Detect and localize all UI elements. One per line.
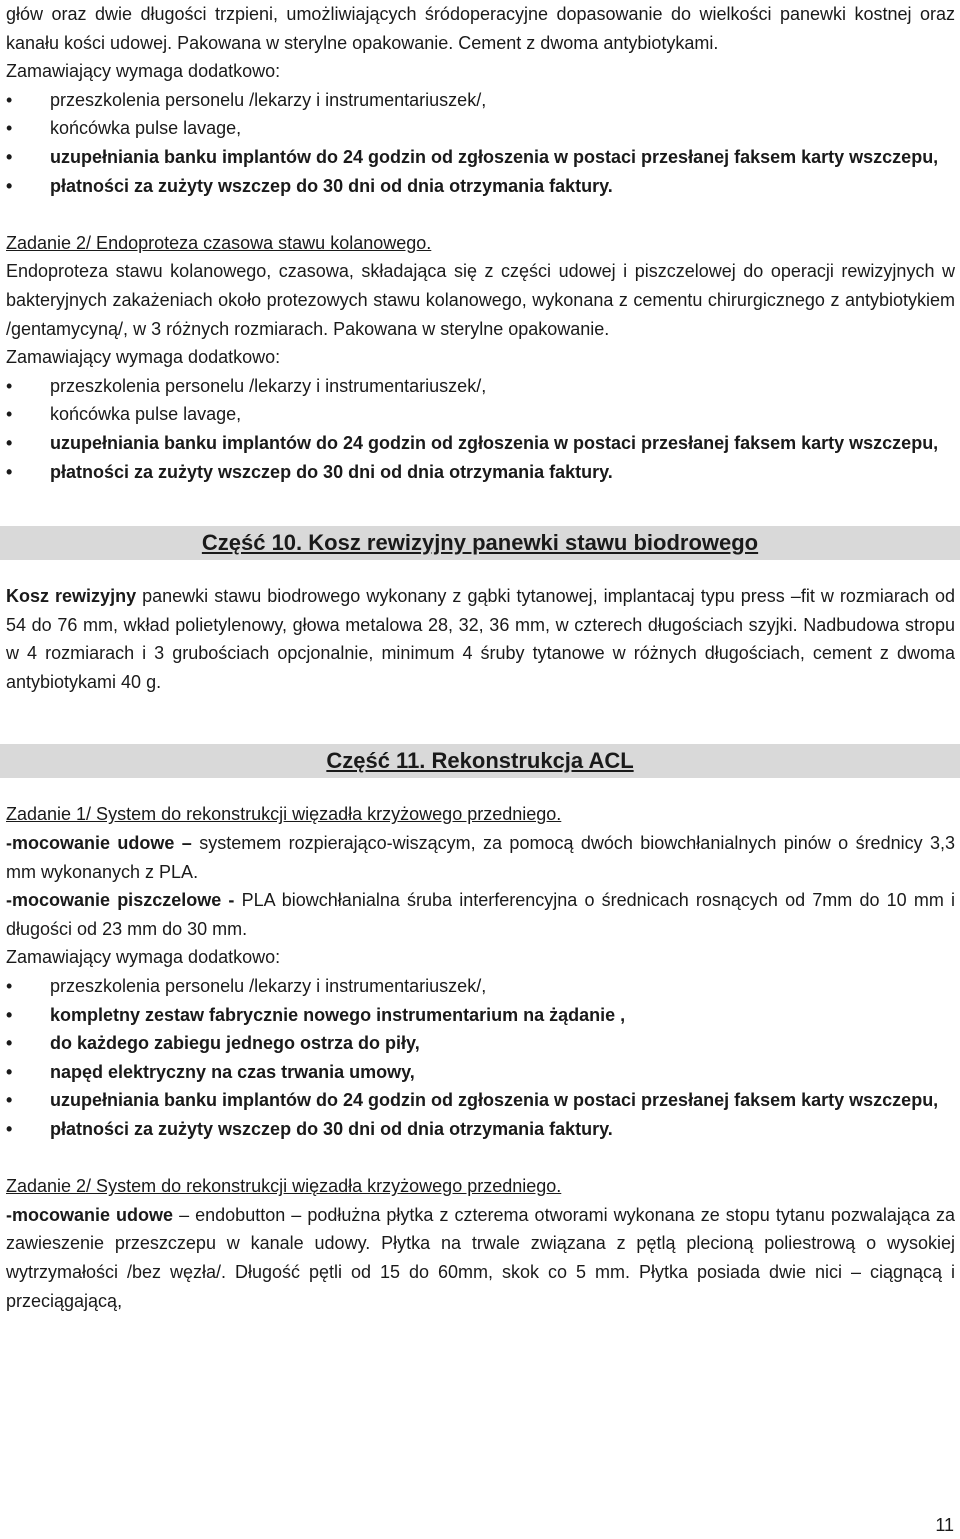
page-number: 11	[935, 1515, 954, 1535]
intro-paragraph: głów oraz dwie długości trzpieni, umożliwiających śródoperacyjne dopasowanie do wielkości panewki kostnej oraz kanału kości udowej. Pakowana w sterylne opakowanie. Cement z dwoma antybiotykami.	[6, 4, 955, 53]
task2-femoral-text: – endobutton – podłużna płytka z czterema otworami wykonana ze stopu tytanu pozwalająca za zawieszenie przeszczepu w kanale udowy. Płytka na trwale związana z pętlą plecioną poliestrową o wysokiej wytrzymałości /bez węzła/. Długość pętli od 15 do 60mm, skok co 5 mm. Płytka posiada dwie nici – ciągnącą i przeciągającą,	[6, 1204, 955, 1311]
femoral-fixation	[6, 829, 955, 886]
part11-title: Część 11. Rekonstrukcja ACL	[0, 744, 960, 778]
part10-body	[6, 582, 955, 696]
list-item: • końcówka pulse lavage,	[6, 400, 955, 429]
list-item: • uzupełniania banku implantów do 24 godzin od zgłoszenia w postaci przesłanej faksem karty wszczepu,	[6, 143, 955, 172]
requirements-list-2	[6, 372, 955, 486]
tibial-fixation	[6, 886, 955, 943]
list-item: • uzupełniania banku implantów do 24 godzin od zgłoszenia w postaci przesłanej faksem karty wszczepu,	[6, 429, 955, 458]
list-item: • przeszkolenia personelu /lekarzy i instrumentariuszek/,	[6, 972, 955, 1001]
part10-title: Część 10. Kosz rewizyjny panewki stawu biodrowego	[0, 526, 960, 560]
part11-task2-heading: Zadanie 2/ System do rekonstrukcji więzadła krzyżowego przedniego.	[6, 1176, 562, 1197]
requirements-list-3	[6, 972, 955, 1144]
list-item: • napęd elektryczny na czas trwania umowy,	[6, 1058, 955, 1087]
requirements-heading: Zamawiający wymaga dodatkowo:	[6, 347, 281, 368]
document-page	[6, 0, 955, 1315]
list-item: • do każdego zabiegu jednego ostrza do piły,	[6, 1029, 955, 1058]
part10-body-lead: Kosz rewizyjny	[6, 586, 137, 607]
part10-body-text: panewki stawu biodrowego wykonany z gąbki tytanowej, implantacaj typu press –fit w rozmiarach od 54 do 76 mm, wkład polietylenowy, głowa metalowa 28, 32, 36 mm, w czterech długościach szyjki. Nadbudowa stropu w 4 rozmiarach i 3 grubościach opcjonalnie, minimum 4 śruby tytanowe w różnych długościach, cement z dwoma antybiotykami 40 g.	[6, 586, 955, 692]
task2-femoral-fixation	[6, 1201, 955, 1315]
task2-body: Endoproteza stawu kolanowego, czasowa, składająca się z części udowej i piszczelowej do operacji rewizyjnych w bakteryjnych zakażeniach około protezowych stawu kolanowego, wykonana z cementu chirurgicznego z antybiotykiem /gentamycyną/, w 3 różnych rozmiarach. Pakowana w sterylne opakowanie.	[6, 261, 955, 339]
requirements-heading: Zamawiający wymaga dodatkowo:	[6, 61, 281, 82]
task2-femoral-label: -mocowanie udowe	[6, 1204, 174, 1225]
requirements-list-1	[6, 86, 955, 200]
list-item: • płatności za zużyty wszczep do 30 dni od dnia otrzymania faktury.	[6, 172, 955, 201]
list-item: • uzupełniania banku implantów do 24 godzin od zgłoszenia w postaci przesłanej faksem karty wszczepu,	[6, 1086, 955, 1115]
list-item: • przeszkolenia personelu /lekarzy i instrumentariuszek/,	[6, 86, 955, 115]
requirements-heading: Zamawiający wymaga dodatkowo:	[6, 947, 281, 968]
list-item: • końcówka pulse lavage,	[6, 114, 955, 143]
list-item: • płatności za zużyty wszczep do 30 dni od dnia otrzymania faktury.	[6, 1115, 955, 1144]
list-item: • płatności za zużyty wszczep do 30 dni od dnia otrzymania faktury.	[6, 458, 955, 487]
femoral-fixation-text: systemem rozpierająco-wiszącym, za pomocą dwóch biowchłanialnych pinów o średnicy 3,3 mm wykonanych z PLA.	[6, 833, 955, 882]
task2-heading: Zadanie 2/ Endoproteza czasowa stawu kolanowego.	[6, 232, 432, 253]
list-item: • przeszkolenia personelu /lekarzy i instrumentariuszek/,	[6, 372, 955, 401]
femoral-fixation-label: -mocowanie udowe –	[6, 833, 192, 854]
tibial-fixation-label: -mocowanie piszczelowe -	[6, 890, 235, 911]
list-item: • kompletny zestaw fabrycznie nowego instrumentarium na żądanie ,	[6, 1001, 955, 1030]
part11-task1-heading: Zadanie 1/ System do rekonstrukcji więzadła krzyżowego przedniego.	[6, 804, 562, 825]
tibial-fixation-text: PLA biowchłanialna śruba interferencyjna o średnicach rosnących od 7mm do 10 mm i długości od 23 mm do 30 mm.	[6, 890, 955, 939]
